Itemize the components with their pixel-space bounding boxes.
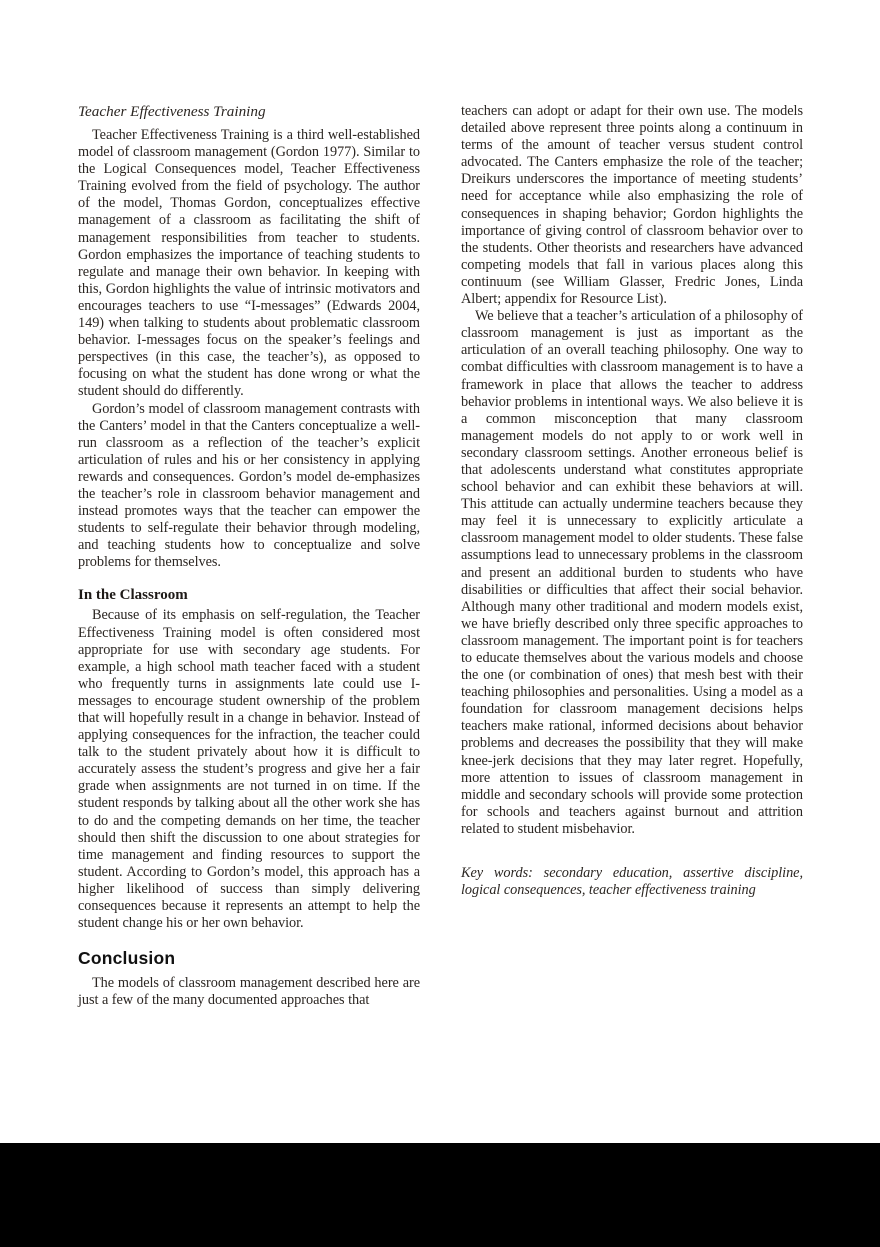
paragraph: Because of its emphasis on self-regulation, the Teacher Effectiveness Training model is often considered most appropriate for use with secondary age students. For example, a high school math teacher faced with a student who frequently turns in assignments late could use I-messages to encourage student ownership of the problem that will hopefully result in a change in behavior. Instead of applying consequences for the infraction, the teacher could talk to the student privately about how it is difficult to accurately assess the student’s progress and give her a fair grade when assignments are not turned in on time. If the student responds by talking about all the other work she has to do and the competing demands on her time, the teacher should then shift the discussion to one about strategies for time management and finding resources to support the student. According to Gordon’s model, this approach has a higher likelihood of success than simply delivering consequences because it represents an attempt to help the student change his or her own behavior. bbox=[78, 607, 420, 932]
subheading-in-the-classroom: In the Classroom bbox=[78, 587, 188, 604]
heading-conclusion: Conclusion bbox=[78, 948, 176, 969]
paragraph: Teacher Effectiveness Training is a third well-established model of classroom management (Gordon 1977). Similar to the Logical Consequences model, Teacher Effectiveness Training evolved from the field of psychology. The author of the model, Thomas Gordon, conceptualizes effective management of a classroom as facilitating the shift of management responsibilities from teacher to students. Gordon emphasizes the importance of teaching students to regulate and manage their own behavior. In keeping with this, Gordon highlights the value of intrinsic motivators and encourages teachers to use “I-messages” (Edwards 2004, 149) when talking to students about problematic classroom behavior. I-messages focus on the speaker’s feelings and perspectives (in this case, the teacher’s), as opposed to focusing on what the student has done wrong or what the student should do differently. bbox=[78, 127, 420, 400]
left-column bbox=[78, 103, 420, 1009]
paragraph: The models of classroom management described here are just a few of the many documented approaches that bbox=[78, 975, 420, 1009]
right-column bbox=[461, 103, 803, 1009]
section-heading-teacher-effectiveness-training: Teacher Effectiveness Training bbox=[78, 103, 266, 120]
bottom-black-bar bbox=[0, 1143, 880, 1247]
paragraph: Gordon’s model of classroom management contrasts with the Canters’ model in that the Canters conceptualize a well-run classroom as a reflection of the teacher’s explicit articulation of rules and his or her consistency in applying rewards and consequences. Gordon’s model de-emphasizes the teacher’s role in classroom behavior management and instead promotes ways that the teacher can empower the students to self-regulate their behavior through modeling, and teaching students how to conceptualize and solve problems for themselves. bbox=[78, 400, 420, 571]
key-words-line: Key words: secondary education, assertive discipline, logical consequences, teacher effectiveness training bbox=[461, 865, 803, 899]
paragraph: We believe that a teacher’s articulation of a philosophy of classroom management is just as important as the articulation of an overall teaching philosophy. One way to combat difficulties with classroom management is to have a framework in place that allows the teacher to address behavior problems in intentional ways. We also believe it is a common misconception that many classroom management models do not apply to or work well in secondary classroom settings. Another erroneous belief is that adolescents understand what constitutes appropriate school behavior and can exhibit these behaviors at will. This attitude can actually undermine teachers because they may feel it is unnecessary to explicitly articulate a classroom management model to older students. These false assumptions lead to unnecessary problems in the classroom and present an additional burden to students who have disabilities or difficulties that affect their social behavior. Although many other traditional and modern models exist, we have briefly described only three specific approaches to classroom management. The important point is for teachers to educate themselves about the various models and choose the one (or combination of ones) that mesh best with their teaching philosophies and personalities. Using a model as a foundation for classroom management decisions helps teachers make rational, informed decisions about behavior problems and decreases the possibility that they will make knee-jerk decisions that they may later regret. Hopefully, more attention to issues of classroom management in middle and secondary schools will provide some protection for schools and teachers against burnout and attrition related to student misbehavior. bbox=[461, 308, 803, 837]
paragraph: teachers can adopt or adapt for their own use. The models detailed above represent three points along a continuum in terms of the amount of teacher versus student control advocated. The Canters emphasize the role of the teacher; Dreikurs underscores the importance of meeting students’ need for acceptance while also emphasizing the role of consequences in shaping behavior; Gordon highlights the importance of giving control of classroom behavior over to the students. Other theorists and researchers have advanced competing models that fall in various places along this continuum (see William Glasser, Fredric Jones, Linda Albert; appendix for Resource List). bbox=[461, 103, 803, 308]
two-column-text-area bbox=[78, 103, 804, 1009]
